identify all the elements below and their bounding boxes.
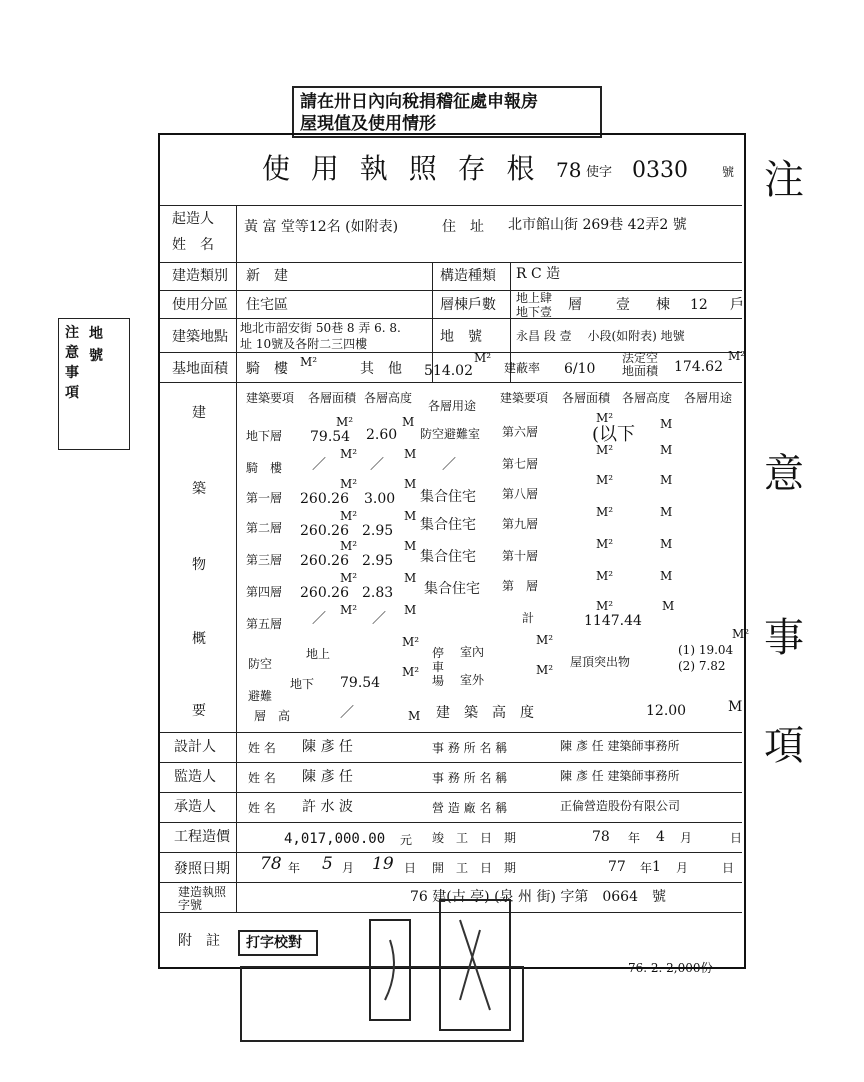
unit-m: M [404,447,417,461]
col-header-item-r: 建築要項 [500,391,549,405]
completion-day-unit: 日 [730,831,743,845]
floor-height: 2.83 [362,585,394,601]
contractor-name-label: 姓 名 [248,801,276,815]
unit-m: M [404,477,417,491]
roof-unit: M² [732,627,750,641]
floor-height: ／ [372,611,386,627]
tax-notice-line1: 請在卅日內向稅捐稽征處申報房 [300,92,538,112]
floor-area: ／ [312,457,326,473]
site-label: 建築地點 [172,329,228,345]
permit-char: 使字 [586,165,613,180]
right-margin-note: 意 [764,451,804,497]
shelter-below: 地下 [290,677,315,691]
form-title: 使 用 執 照 存 根 [262,152,541,185]
roof-label: 屋頂突出物 [570,655,631,669]
parking-outdoor: 室外 [460,673,485,687]
designer-name: 陳 彥 任 [302,739,353,755]
floor-item: 第三層 [246,553,283,567]
unit-m2: M² [340,509,358,523]
permit-suffix: 號 [722,165,735,179]
unit-m: M [662,599,675,613]
unit-m2: M² [596,537,614,551]
open-space-unit: M² [728,349,746,363]
owner-value: 黃 富 堂等12名 (如附表) [244,219,399,235]
floor-use: 集合住宅 [420,489,476,505]
side-label-5: 要 [192,703,206,719]
zoning-label: 使用分區 [172,297,228,313]
floor-item: 第四層 [246,585,283,599]
unit-unit: 戶 [730,297,744,313]
floor-item: 騎 樓 [246,461,283,475]
unit-count: 12 [690,297,708,313]
floor-item-r: 第十層 [502,549,539,563]
lot-value: 永昌 段 壹 小段(如附表) 地號 [516,329,685,343]
unit-m: M [660,537,673,551]
side-label-3: 物 [192,557,206,573]
floor-item-r: 第六層 [502,425,539,439]
floor-note-r: (以下 [592,424,636,445]
permit-number: 0330 [632,158,688,183]
issue-year: 78 [260,854,282,874]
floor-height-slash: ／ [340,705,354,721]
floor-area: 79.54 [310,429,351,445]
floor-use: 集合住宅 [420,517,476,533]
designer-office: 陳 彥 任 建築師事務所 [560,739,680,753]
structure-value: R C 造 [516,266,561,282]
floor-item: 第一層 [246,491,283,505]
open-space-label: 法定空地面積 [622,351,659,379]
site-area-label: 基地面積 [172,361,228,377]
parking-indoor: 室內 [460,645,485,659]
lot-label: 地 號 [440,329,482,345]
permit-no-label: 建造執照字號 [178,885,227,912]
start-day-unit: 日 [722,861,735,875]
building-height-value: 12.00 [646,703,687,719]
coverage-value: 6/10 [564,361,596,377]
col-header-use-r: 各層用途 [684,391,733,405]
floor-height: 3.00 [364,491,396,507]
unit-m: M [660,505,673,519]
building-unit: 棟 [656,297,670,313]
floor-use: 集合住宅 [424,581,480,597]
shelter-unit-1: M² [402,635,420,649]
start-month-unit: 月 [676,861,689,875]
building-height-unit: M [728,699,743,715]
tax-notice-line2: 屋現值及使用情形 [300,114,436,134]
issue-day-unit: 日 [404,861,417,875]
proofread-stamp-text: 打字校對 [246,935,302,951]
side-label-2: 築 [192,481,206,497]
col-header-use: 各層用途 [428,399,477,413]
floor-height-unit: M [408,709,421,723]
floor-item: 第二層 [246,521,283,535]
start-year: 77 [608,859,626,875]
contractor-office-label: 營 造 廠 名 稱 [432,801,508,815]
completion-label: 竣 工 日 期 [432,831,517,845]
floors-unit: 層 [568,297,582,313]
supervisor-office-label: 事 務 所 名 稱 [432,771,508,785]
arcade-label: 騎 樓 [246,361,288,377]
build-type-value: 新 建 [246,268,288,284]
roof-value-2: (2) 7.82 [678,659,726,673]
completion-month-unit: 月 [680,831,693,845]
unit-m2: M² [340,603,358,617]
unit-m2: M² [336,415,354,429]
unit-m: M [660,417,673,431]
parking-unit-2: M² [536,663,554,677]
start-month: 1 [652,859,661,875]
issue-month-unit: 月 [342,861,355,875]
remarks-label: 附 註 [178,933,220,949]
floor-area: 260.26 [300,585,349,601]
contractor-office: 正倫營造股份有限公司 [560,799,681,813]
supervisor-label: 監造人 [174,769,216,785]
supervisor-name-label: 姓 名 [248,771,276,785]
issue-day: 19 [372,854,394,874]
floor-height: ／ [370,457,384,473]
unit-m: M [404,509,417,523]
floor-item-r: 計 [522,611,535,625]
shelter-below-value: 79.54 [340,675,381,691]
site-value-2: 址 10號及各附二三四樓 [240,337,368,351]
tax-notice-stamp [292,86,602,138]
floor-item: 第五層 [246,617,283,631]
right-margin-note: 事 [764,615,804,661]
floor-use: 集合住宅 [420,549,476,565]
unit-m: M [404,571,417,585]
floor-item-r: 第八層 [502,487,539,501]
unit-m2: M² [596,443,614,457]
start-date-label: 開 工 日 期 [432,861,517,875]
parking-label: 停車場 [432,646,445,688]
floor-item-r: 第 層 [502,579,539,593]
shelter-label: 防空避難 [248,657,273,703]
floors-label: 層棟戶數 [440,297,496,313]
floors-below: 地下壹 [516,305,553,319]
zoning-value: 住宅區 [246,297,288,313]
unit-m: M [402,415,415,429]
unit-m: M [660,443,673,457]
floor-item: 地下層 [246,429,283,443]
unit-m: M [404,539,417,553]
unit-m2: M² [596,569,614,583]
col-header-height-r: 各層高度 [622,391,671,405]
owner-label-2: 姓 名 [172,237,214,253]
supervisor-name: 陳 彥 任 [302,769,353,785]
seal-marks [330,890,530,1040]
designer-office-label: 事 務 所 名 稱 [432,741,508,755]
floor-height: 2.95 [362,553,394,569]
other-area-label: 其 他 [360,361,402,377]
left-note-col2: 地號 [89,326,103,364]
floor-area: 260.26 [300,491,349,507]
roof-value-1: (1) 19.04 [678,643,734,657]
col-header-area-r: 各層面積 [562,391,611,405]
designer-label: 設計人 [174,739,216,755]
total-area: 1147.44 [584,613,642,629]
parking-unit-1: M² [536,633,554,647]
col-header-height: 各層高度 [364,391,413,405]
other-area-unit: M² [474,351,492,365]
start-year-unit: 年 [640,861,653,875]
floor-area: ／ [312,611,326,627]
floor-item-r: 第七層 [502,457,539,471]
unit-m2: M² [596,505,614,519]
side-label-4: 概 [192,631,206,647]
floor-height-label: 層 高 [254,709,291,723]
completion-year-unit: 年 [628,831,641,845]
contractor-name: 許 水 波 [302,799,353,815]
designer-name-label: 姓 名 [248,741,276,755]
floors-above: 地上肆 [516,291,553,305]
site-value-1: 地北市韶安街 50巷 8 弄 6. 8. [240,321,401,335]
issue-date-label: 發照日期 [174,861,230,877]
floor-item-r: 第九層 [502,517,539,531]
permit-year: 78 [556,158,582,182]
unit-m2: M² [340,571,358,585]
floor-use: 防空避難室 [420,427,481,441]
floor-area: 260.26 [300,553,349,569]
col-header-area: 各層面積 [308,391,357,405]
side-label-1: 建 [192,405,206,421]
col-header-item: 建築要項 [246,391,295,405]
coverage-label: 建蔽率 [504,361,541,375]
issue-month: 5 [322,854,333,874]
permit-no-value: 76 建(古 亭) (泉 州 街) 字第 0664 號 [410,889,666,905]
unit-m2: M² [340,539,358,553]
contractor-label: 承造人 [174,799,216,815]
floor-height: 2.95 [362,523,394,539]
unit-m: M [404,603,417,617]
cost-unit: 元 [400,833,413,847]
arcade-unit: M² [300,355,318,369]
unit-m2: M² [596,411,614,425]
unit-m: M [660,473,673,487]
completion-month: 4 [656,829,665,845]
cost-value: 4,017,000.00 [284,831,386,847]
unit-m2: M² [596,599,614,613]
unit-m2: M² [340,447,358,461]
other-area-value: 514.02 [424,363,473,379]
issue-year-unit: 年 [288,861,301,875]
floor-area: 260.26 [300,523,349,539]
floor-use: ／ [442,457,456,473]
right-margin-note: 注 [764,157,804,203]
address-value: 北市館山街 269巷 42弄2 號 [508,217,687,233]
supervisor-office: 陳 彥 任 建築師事務所 [560,769,680,783]
unit-m: M [660,569,673,583]
structure-label: 構造種類 [440,268,496,284]
completion-year: 78 [592,829,610,845]
building-count: 壹 [616,297,630,313]
build-type-label: 建造類別 [172,268,228,284]
address-label: 住 址 [442,219,484,235]
left-margin-note [58,318,130,450]
unit-m2: M² [596,473,614,487]
cost-label: 工程造價 [174,829,230,845]
building-height-label: 建 築 高 度 [436,705,534,721]
shelter-unit-2: M² [402,665,420,679]
unit-m2: M² [340,477,358,491]
proofread-stamp [238,930,318,956]
owner-label-1: 起造人 [172,211,214,227]
shelter-above: 地上 [306,647,331,661]
right-margin-note: 項 [764,723,804,769]
open-space-value: 174.62 [674,359,723,375]
left-note-col1: 注意事項 [65,325,79,401]
floor-height: 2.60 [366,427,398,443]
print-run-note: 76. 2. 2,000份 [628,961,713,975]
